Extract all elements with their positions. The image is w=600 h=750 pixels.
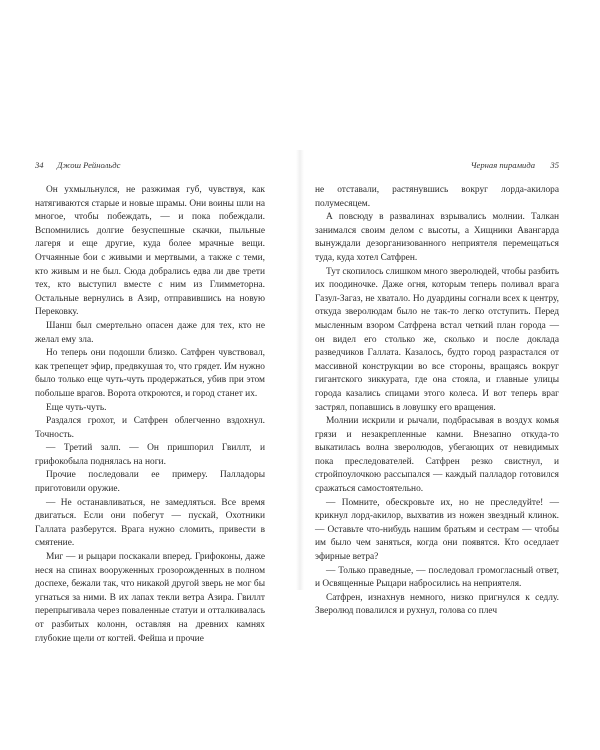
left-page-header [35, 160, 265, 173]
right-page-number: 35 [550, 160, 559, 170]
right-paragraph-3: Молнии искрили и рычали, подбрасывая в воздух комья грязи и незакрепленные камни. Внезапно откуда-то выкатилась волна зверолюдов, убегающих от невидимых пока преследователей. Сатфрен резко свистнул, и стройпоулочкою рассыпался — каждый палладор готовился сражаться самостоятельно. [315, 416, 559, 495]
left-paragraph-6: — Третий залп. — Он пришпорил Гвиллт, и грифокобыла поднялась на ноги. [35, 443, 265, 467]
right-running-head: Черная пирамида [470, 160, 535, 170]
left-page-number: 34 [35, 160, 44, 170]
left-paragraph-7: Прочие последовали ее примеру. Палладоры приготовили оружие. [35, 470, 265, 495]
left-paragraph-9: Миг — и рыцари поскакали вперед. Грифоконы, даже неся на спинах вооруженных грозорожденных в полном доспехе, бежали так, что никакой другой зверь не мог бы угнаться за ними. В их лапах текли ветра Азира. Гвиллт перепрыгивала через поваленные статуи и отталкивалась от разбитых колонн, оставляя на древних камнях глубокие щели от когтей. Фейша и прочие [35, 552, 265, 644]
right-page-body [315, 184, 559, 619]
right-paragraph-6: Сатфрен, изнахнув немного, низко пригнулся к седлу. Зверолюд повалился и рухнул, голова со плеч [315, 592, 559, 617]
right-page-header [315, 160, 559, 173]
left-paragraph-8: — Не останавливаться, не замедляться. Все время двигаться. Если они побегут — пускай, Охотники Галлата разберутся. Врага нужно сломить, привести в смятение. [35, 497, 265, 549]
left-paragraph-3: Но теперь они подошли близко. Сатфрен чувствовал, как трепещет эфир, предвкушая то, что грядет. Им нужно было только еще чуть-чуть продержаться, убив при этом побольше врагов. Ворота откроются, и город станет их. [35, 348, 265, 399]
left-page-body [35, 184, 265, 646]
left-paragraph-5: Раздался грохот, и Сатфрен облегченно вздохнул. Точность. [35, 416, 265, 440]
left-paragraph-2: Шанш был смертельно опасен даже для тех, кто не желал ему зла. [35, 320, 265, 345]
left-page [35, 160, 265, 646]
right-paragraph-2: Тут скопилось слишком много зверолюдей, чтобы разбить их поодиночке. Даже огня, которым теперь поливал врага Газул-Загаз, не хватало. Но дуардины согнали всех к центру, откуда зверолюдам было не так-то легко отступить. Перед мысленным взором Сатфрена встал четкий план города — он видел его столько же, сколько и после доклада разведчиков Галлата. Казалось, будто город разрастался от массивной конструкции во все стороны, вращаясь вокруг гигантского зиккурата, где она стояла, и главные улицы города казались спицами этого колеса. И вот теперь враг застрял, попавшись в ловушку его вращения. [315, 266, 559, 413]
right-paragraph-4: — Помните, обескровьте их, но не преследуйте! — крикнул лорд-акилор, выхватив из ножен звездный клинок. — Оставьте что-нибудь нашим братьям и сестрам — чтобы им было чем заняться, когда они появятся. Кто оседлает эфирные ветра? [315, 497, 559, 563]
right-paragraph-5: — Только праведные, — последовал громогласный ответ, и Освященные Рыцари набросились на неприятеля. [315, 565, 559, 590]
right-continued-line: не отставали, растянувшись вокруг лорда-акилора полумесяцем. [315, 185, 559, 209]
left-running-head: Джош Рейнольдс [57, 160, 121, 170]
right-page [315, 160, 559, 619]
page-gutter [296, 150, 304, 590]
right-paragraph-1: А повсюду в развалинах взрывались молнии. Талкан занимался своим делом с высоты, а Хищники Авангарда вынуждали дезорганизованного неприятеля перемещаться туда, куда хотел Сатфрен. [315, 212, 559, 263]
left-paragraph-4: Еще чуть-чуть. [46, 402, 107, 413]
left-paragraph-1: Он ухмыльнулся, не разжимая губ, чувствуя, как натягиваются старые и новые шрамы. Они воины шли на многое, чтобы побеждать, — и пока побеждали. Вспомнились долгие безуспешные скачки, пыльные лагеря и еще другие, куда более мрачные вещи. Отчаянные бои с живыми и мертвыми, а также с теми, кто живым и не был. Сюда добрались едва ли две трети тех, кто выступил вместе с ним из Глимметорна. Остальные вернулись в Азир, отправившись на новую Перековку. [35, 185, 265, 318]
